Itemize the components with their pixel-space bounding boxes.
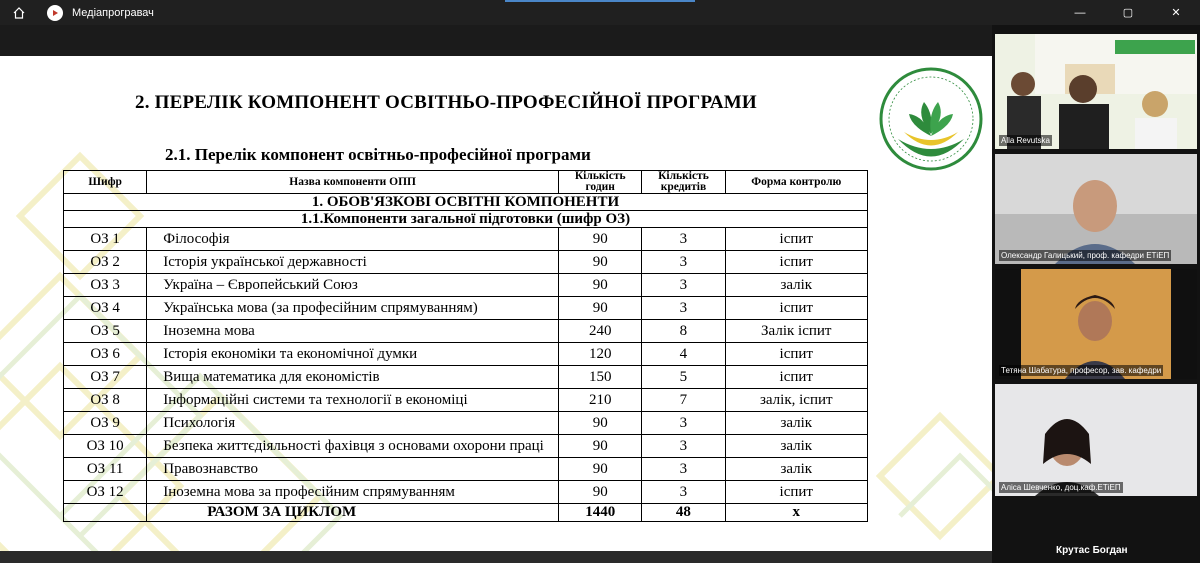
subsection-title: 1.1.Компоненти загальної підготовки (шифр ОЗ) xyxy=(64,211,868,228)
row-credits: 3 xyxy=(642,228,725,251)
row-code: ОЗ 3 xyxy=(64,274,147,297)
media-player-icon xyxy=(47,5,63,21)
participant-tile[interactable] xyxy=(995,34,1197,149)
row-name: Українська мова (за професійним спрямуванням) xyxy=(147,297,559,320)
row-control: іспит xyxy=(725,366,867,389)
close-button[interactable]: ✕ xyxy=(1171,7,1181,19)
row-code: ОЗ 9 xyxy=(64,412,147,435)
participant-name: Тетяна Шабатура, професор, зав. кафедри xyxy=(1001,366,1162,375)
row-credits: 3 xyxy=(642,251,725,274)
speaker-name: Крутас Богдан xyxy=(1056,545,1128,556)
total-label: РАЗОМ ЗА ЦИКЛОМ xyxy=(147,504,559,522)
slide-subtitle: 2.1. Перелік компонент освітньо-професійної програми xyxy=(165,145,591,164)
row-control: залік xyxy=(725,458,867,481)
player-bottom-bar xyxy=(0,551,992,563)
row-name: Іноземна мова xyxy=(147,320,559,343)
row-hours: 90 xyxy=(559,412,642,435)
total-code-cell xyxy=(64,504,147,522)
row-name: Україна – Європейський Союз xyxy=(147,274,559,297)
table-row xyxy=(64,435,868,458)
row-code: ОЗ 2 xyxy=(64,251,147,274)
participant-name: Олександр Галицький, проф. кафедри ЕТіЕП xyxy=(1001,251,1170,260)
row-name: Психологія xyxy=(147,412,559,435)
row-control: іспит xyxy=(725,343,867,366)
row-control: іспит xyxy=(725,297,867,320)
section-title: 1. ОБОВ'ЯЗКОВІ ОСВІТНІ КОМПОНЕНТИ xyxy=(64,194,868,211)
total-hours: 1440 xyxy=(559,504,642,522)
row-hours: 90 xyxy=(559,251,642,274)
row-credits: 7 xyxy=(642,389,725,412)
participant-name: Аліса Шевченко, доц.каф.ЕТіЕП xyxy=(1001,483,1121,492)
row-code: ОЗ 7 xyxy=(64,366,147,389)
components-table xyxy=(63,170,868,522)
row-control: іспит xyxy=(725,251,867,274)
presentation-slide xyxy=(0,56,992,563)
row-credits: 3 xyxy=(642,274,725,297)
table-row xyxy=(64,343,868,366)
row-hours: 120 xyxy=(559,343,642,366)
row-name: Історія економіки та економічної думки xyxy=(147,343,559,366)
row-control: залік xyxy=(725,435,867,458)
participant-video xyxy=(995,384,1197,496)
row-name: Історія української державності xyxy=(147,251,559,274)
row-credits: 3 xyxy=(642,412,725,435)
table-row xyxy=(64,251,868,274)
row-hours: 210 xyxy=(559,389,642,412)
row-hours: 90 xyxy=(559,435,642,458)
row-code: ОЗ 11 xyxy=(64,458,147,481)
row-hours: 90 xyxy=(559,481,642,504)
participant-video xyxy=(995,154,1197,264)
header-control: Форма контролю xyxy=(725,171,867,194)
row-credits: 8 xyxy=(642,320,725,343)
participant-tile[interactable] xyxy=(995,154,1197,264)
row-control: залік xyxy=(725,412,867,435)
participant-tile[interactable] xyxy=(995,384,1197,496)
table-row xyxy=(64,481,868,504)
row-name: Іноземна мова за професійним спрямуванням xyxy=(147,481,559,504)
total-row xyxy=(64,504,868,522)
row-credits: 4 xyxy=(642,343,725,366)
row-credits: 3 xyxy=(642,458,725,481)
row-hours: 90 xyxy=(559,297,642,320)
header-name: Назва компоненти ОПП xyxy=(147,171,559,194)
row-hours: 240 xyxy=(559,320,642,343)
total-credits: 48 xyxy=(642,504,725,522)
table-row xyxy=(64,366,868,389)
participants-panel xyxy=(992,25,1200,563)
row-credits: 3 xyxy=(642,481,725,504)
row-hours: 90 xyxy=(559,458,642,481)
row-control: залік, іспит xyxy=(725,389,867,412)
home-icon[interactable] xyxy=(11,5,27,21)
title-bar xyxy=(0,0,1200,25)
row-hours: 90 xyxy=(559,274,642,297)
header-credits: Кількість кредитів xyxy=(642,171,725,194)
row-code: ОЗ 10 xyxy=(64,435,147,458)
row-code: ОЗ 5 xyxy=(64,320,147,343)
row-code: ОЗ 4 xyxy=(64,297,147,320)
participant-name: Alla Revutska xyxy=(1001,136,1050,145)
row-code: ОЗ 1 xyxy=(64,228,147,251)
row-code: ОЗ 8 xyxy=(64,389,147,412)
total-control: x xyxy=(725,504,867,522)
row-name: Філософія xyxy=(147,228,559,251)
row-code: ОЗ 6 xyxy=(64,343,147,366)
row-credits: 3 xyxy=(642,435,725,458)
maximize-button[interactable]: ▢ xyxy=(1122,7,1134,19)
row-name: Безпека життєдіяльності фахівця з основами охорони праці xyxy=(147,435,559,458)
row-credits: 5 xyxy=(642,366,725,389)
header-hours: Кількість годин xyxy=(559,171,642,194)
row-control: залік xyxy=(725,274,867,297)
participant-video xyxy=(995,269,1197,379)
table-row xyxy=(64,297,868,320)
window-title: Медіапрогравач xyxy=(72,6,154,19)
table-header-row xyxy=(64,171,868,194)
minimize-button[interactable]: — xyxy=(1074,6,1086,19)
table-row xyxy=(64,320,868,343)
row-name: Вища математика для економістів xyxy=(147,366,559,389)
section-row xyxy=(64,194,868,211)
row-hours: 150 xyxy=(559,366,642,389)
table-row xyxy=(64,412,868,435)
university-logo xyxy=(876,64,986,174)
row-code: ОЗ 12 xyxy=(64,481,147,504)
table-row xyxy=(64,228,868,251)
table-row xyxy=(64,274,868,297)
subsection-row xyxy=(64,211,868,228)
row-name: Правознавство xyxy=(147,458,559,481)
table-row xyxy=(64,389,868,412)
row-control: Залік іспит xyxy=(725,320,867,343)
participant-tile[interactable] xyxy=(995,269,1197,379)
row-control: іспит xyxy=(725,228,867,251)
slide-title: 2. ПЕРЕЛІК КОМПОНЕНТ ОСВІТНЬО-ПРОФЕСІЙНОЇ ПРОГРАМИ xyxy=(135,92,757,113)
loading-line xyxy=(505,0,695,2)
row-hours: 90 xyxy=(559,228,642,251)
header-code: Шифр xyxy=(64,171,147,194)
table-row xyxy=(64,458,868,481)
row-control: іспит xyxy=(725,481,867,504)
participant-video xyxy=(995,34,1197,149)
row-name: Інформаційні системи та технології в економіці xyxy=(147,389,559,412)
row-credits: 3 xyxy=(642,297,725,320)
